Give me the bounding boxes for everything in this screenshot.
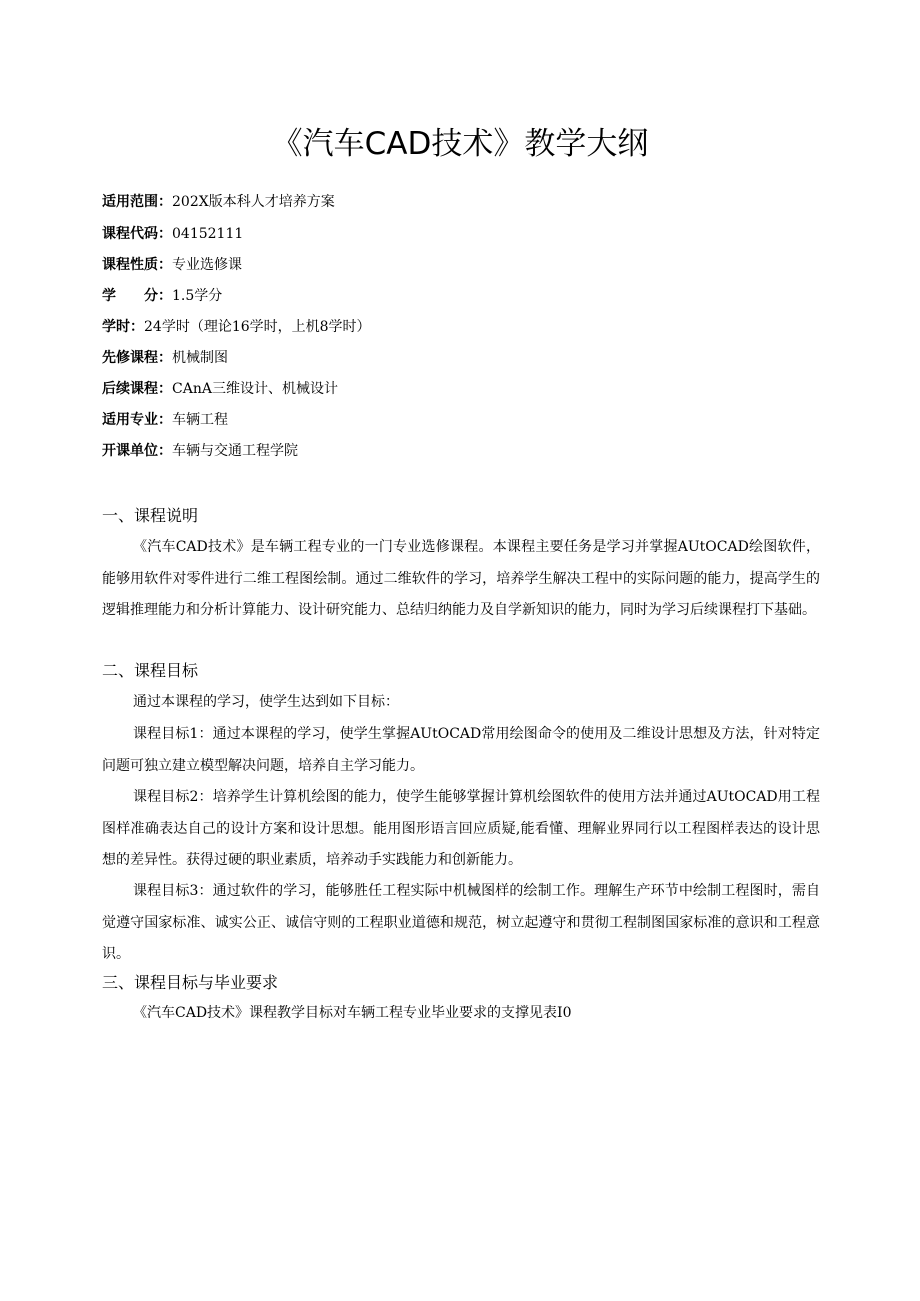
meta-major [102,410,228,430]
paragraph-objective-2: 课程目标2：培养学生计算机绘图的能力，使学生能够掌握计算机绘图软件的使用方法并通过AUtOCAD用工程图样准确表达自己的设计方案和设计思想。能用图形语言回应质疑,能看懂、理解业界同行以工程图样表达的设计思想的差异性。获得过硬的职业素质，培养动手实践能力和创新能力。 [102,789,820,868]
paragraph-support-table-note: 《汽车CAD技术》课程教学目标对车辆工程专业毕业要求的支撑见表I0 [133,1005,572,1021]
meta-label: 课程性质： [102,257,172,273]
paragraph-objective-3: 课程目标3：通过软件的学习，能够胜任工程实际中机械图样的绘制工作。理解生产环节中绘制工程图时，需自觉遵守国家标准、诚实公正、诚信守则的工程职业道德和规范，树立起遵守和贯彻工程制图国家标准的意识和工程意识。 [102,883,820,962]
meta-value: 202X版本科人才培养方案 [172,194,335,210]
meta-follow-up [102,379,338,399]
meta-value: 专业选修课 [172,257,242,273]
meta-value: 机械制图 [172,350,228,366]
meta-label: 学 分： [102,288,172,304]
meta-course-nature [102,255,242,275]
paragraph-course-description: 《汽车CAD技术》是车辆工程专业的一门专业选修课程。本课程主要任务是学习并掌握AUtOCAD绘图软件，能够用软件对零件进行二维工程图绘制。通过二维软件的学习，培养学生解决工程中的实际问题的能力，提高学生的逻辑推理能力和分析计算能力、设计研究能力、总结归纳能力及自学新知识的能力，同时为学习后续课程打下基础。 [102,539,820,618]
meta-label: 后续课程： [102,381,172,397]
meta-value: CAnA三维设计、机械设计 [172,381,338,397]
paragraph-objectives-intro: 通过本课程的学习，使学生达到如下目标： [133,694,399,710]
meta-department [102,441,298,461]
meta-label: 先修课程： [102,350,172,366]
meta-label: 适用范围： [102,194,172,210]
meta-value: 车辆与交通工程学院 [172,443,298,459]
meta-value: 24学时（理论16学时，上机8学时） [144,319,371,335]
paragraph-objective-1: 课程目标1：通过本课程的学习，使学生掌握AUtOCAD常用绘图命令的使用及二维设计思想及方法，针对特定问题可独立建立模型解决问题，培养自主学习能力。 [102,726,820,774]
meta-scope [102,192,335,212]
meta-hours [102,317,371,337]
meta-label: 课程代码： [102,226,172,242]
meta-label: 学时： [102,319,144,335]
meta-value: 车辆工程 [172,412,228,428]
section-heading-course-objectives: 二、课程目标 [102,661,199,680]
meta-value: 1.5学分 [172,288,223,304]
section-heading-objectives-and-requirements: 三、课程目标与毕业要求 [102,973,279,992]
meta-prerequisite [102,348,228,368]
meta-label: 开课单位： [102,443,172,459]
meta-credits [102,286,222,306]
meta-course-code [102,224,243,244]
section-heading-course-description: 一、课程说明 [102,506,199,525]
meta-label: 适用专业： [102,412,172,428]
meta-value: 04152111 [172,226,244,242]
page-title: 《汽车CAD技术》教学大纲 [271,126,649,162]
